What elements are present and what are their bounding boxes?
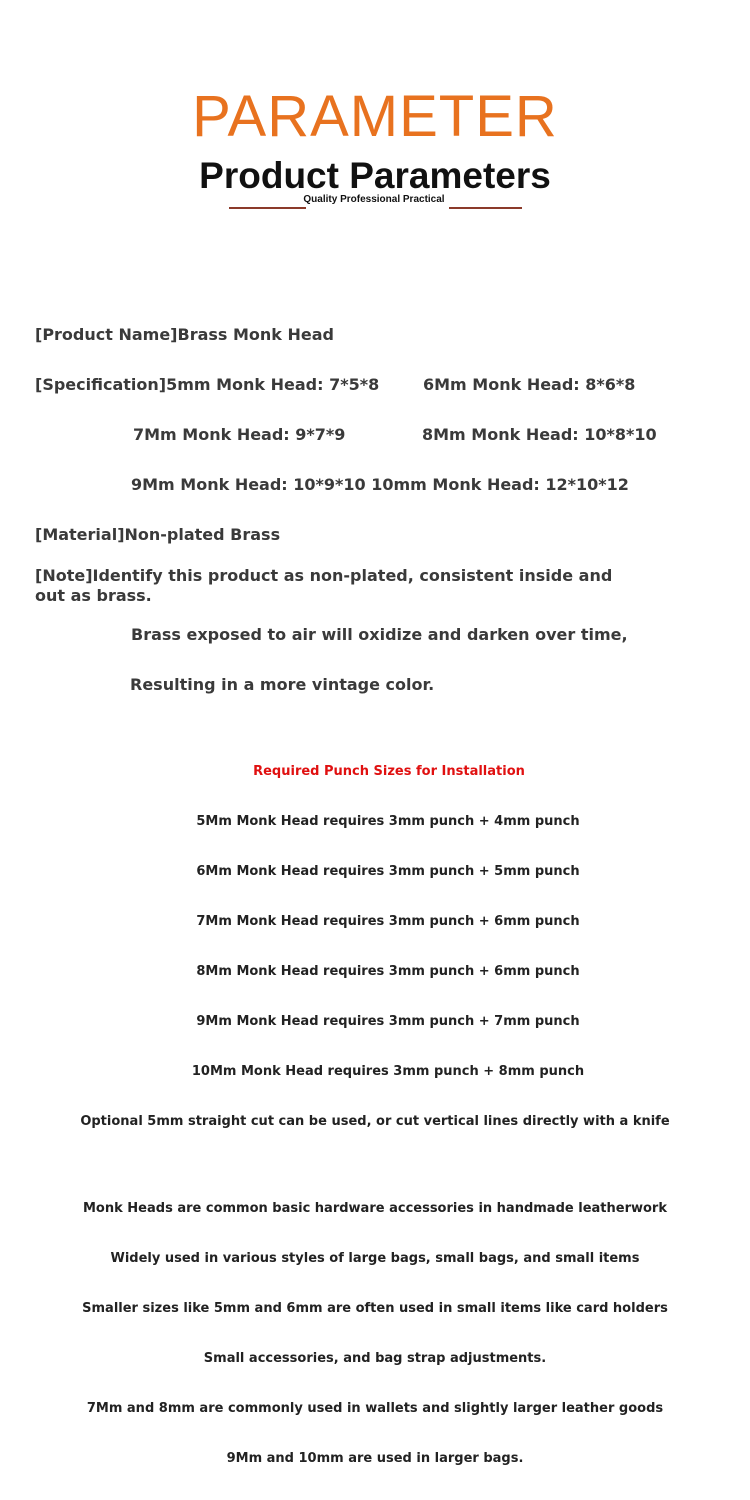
punch-sizes-title: Required Punch Sizes for Installation xyxy=(253,764,525,779)
punch-line: 10Mm Monk Head requires 3mm punch + 8mm punch xyxy=(191,1064,585,1079)
usage-line: 7Mm and 8mm are commonly used in wallets and slightly larger leather goods xyxy=(86,1401,664,1416)
usage-line: Small accessories, and bag strap adjustments. xyxy=(203,1351,547,1366)
usage-line: Widely used in various styles of large bags, small bags, and small items xyxy=(110,1251,640,1266)
note-line-3: Resulting in a more vintage color. xyxy=(130,675,435,694)
tagline: Quality Professional Practical xyxy=(303,194,445,205)
decorative-rule-left xyxy=(229,207,306,209)
spec-9-10mm: 9Mm Monk Head: 10*9*10 10mm Monk Head: 12*10*12 xyxy=(131,475,629,494)
page-title: Product Parameters xyxy=(199,155,551,196)
spec-7mm: 7Mm Monk Head: 9*7*9 xyxy=(133,425,346,444)
usage-line: Smaller sizes like 5mm and 6mm are often used in small items like card holders xyxy=(82,1301,668,1316)
punch-alternative-note: Optional 5mm straight cut can be used, or cut vertical lines directly with a knife xyxy=(80,1114,670,1129)
decorative-rule-right xyxy=(449,207,522,209)
spec-5mm: [Specification]5mm Monk Head: 7*5*8 xyxy=(35,375,380,394)
product-name: [Product Name]Brass Monk Head xyxy=(35,325,334,344)
punch-line: 8Mm Monk Head requires 3mm punch + 6mm punch xyxy=(196,964,580,979)
usage-line: Monk Heads are common basic hardware accessories in handmade leatherwork xyxy=(83,1201,667,1216)
punch-line: 9Mm Monk Head requires 3mm punch + 7mm punch xyxy=(196,1014,580,1029)
usage-line: 9Mm and 10mm are used in larger bags. xyxy=(226,1451,524,1466)
note-line-2: Brass exposed to air will oxidize and darken over time, xyxy=(131,625,628,644)
punch-line: 5Mm Monk Head requires 3mm punch + 4mm punch xyxy=(196,814,580,829)
note: [Note]Identify this product as non-plated, consistent inside and out as brass. xyxy=(35,566,613,605)
spec-6mm: 6Mm Monk Head: 8*6*8 xyxy=(423,375,636,394)
punch-line: 6Mm Monk Head requires 3mm punch + 5mm punch xyxy=(196,864,580,879)
spec-8mm: 8Mm Monk Head: 10*8*10 xyxy=(422,425,657,444)
punch-line: 7Mm Monk Head requires 3mm punch + 6mm punch xyxy=(196,914,580,929)
parameter-heading: PARAMETER xyxy=(192,84,558,149)
material: [Material]Non-plated Brass xyxy=(35,525,281,544)
